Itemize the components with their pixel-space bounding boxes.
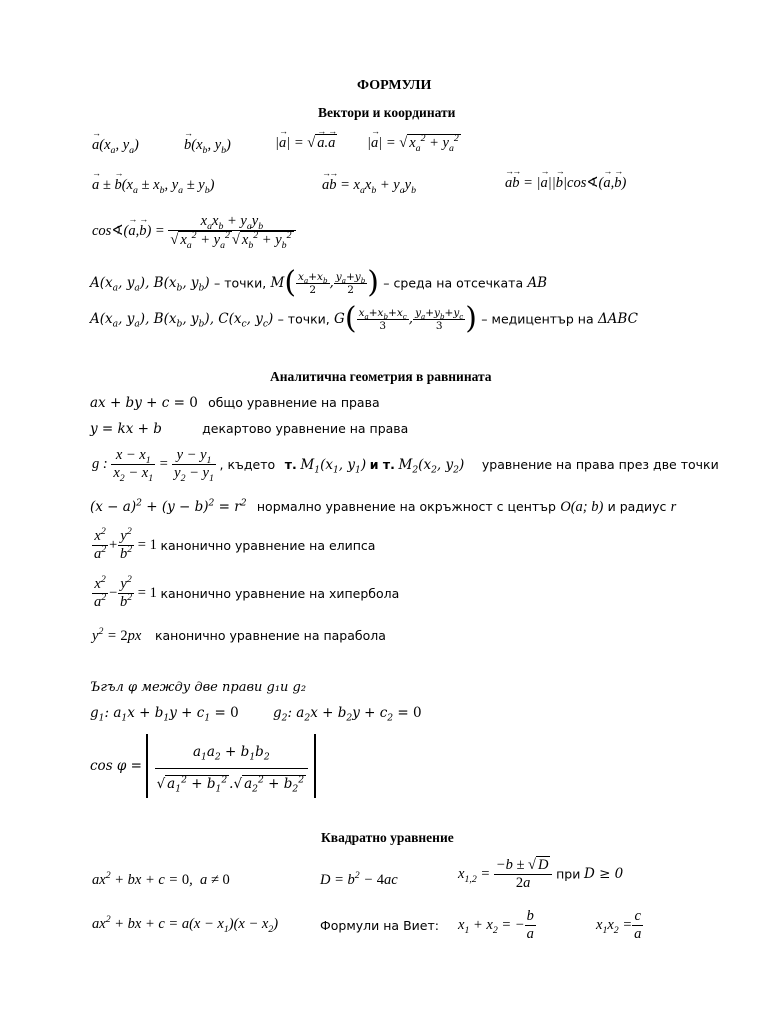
centroid-points-text: – точки, bbox=[277, 311, 330, 327]
formula-vector-b: → $b(x_b$, $y_b$) bbox=[184, 137, 231, 154]
formula-general-line: ax + by + c = 0 общо уравнение на права bbox=[90, 395, 380, 411]
circle-text: нормално уравнение на окръжност с център bbox=[256, 499, 556, 514]
parabola-text: канонично уравнение на парабола bbox=[154, 628, 386, 643]
midpoint-segment: AB bbox=[527, 275, 548, 291]
general-line-text: общо уравнение на права bbox=[208, 395, 380, 410]
formula-cos-phi: cos φ = $\frac{a_1a_2 + b_1b_2}{√ a_1^2 + b_1^2 .√ a_2^2 + b_2^2}$ bbox=[90, 734, 316, 798]
point-word: т. bbox=[284, 457, 297, 472]
page-title: ФОРМУЛИ bbox=[357, 78, 432, 93]
section-title-analytic: Аналитична геометрия в равнината bbox=[270, 369, 492, 384]
formula-vieta-product: $x_1x_2$ = $\frac{c}{a}$ bbox=[596, 908, 642, 942]
formula-parabola: $y^2 = 2px$ канонично уравнение на парабола bbox=[92, 626, 386, 644]
where-text: , където bbox=[219, 457, 276, 472]
formula-dot-product: → $a\to b = x_ax_b + y_ay_b$ bbox=[322, 177, 416, 194]
hyperbola-text: канонично уравнение на хипербола bbox=[160, 586, 400, 601]
section-title-vectors: Вектори и координати bbox=[318, 105, 456, 120]
two-point-line-text: уравнение на права през две точки bbox=[481, 457, 719, 472]
formula-dot-product-angle: → a→ b = |→ a||→ b|cos∢(→ a,→ b) bbox=[505, 175, 626, 192]
section-title-quadratic: Квадратно уравнение bbox=[321, 830, 454, 845]
formula-roots: $x_{1,2}$ = $\frac{-b \pm √ D}{2a}$ при D ≥ 0 bbox=[458, 857, 624, 891]
formula-factorization: $ax^2$ + bx + $c = a(x - x_1)(x - x_2)$ bbox=[92, 914, 279, 935]
formula-quadratic-eq: $ax^2$ + bx + c = 0, a ≠ 0 bbox=[92, 870, 230, 888]
formula-centroid: $A(x_a$, $y_a$), $B(x_b$, $y_b$), $C(x_c$, $y_c$) – точки, G( $\frac{x_a+x_b+x_c}{3}$ , $\frac{y_a+y_b+y_c}{3}$ ) – медицентър на ΔABC bbox=[90, 301, 638, 336]
vieta-label: Формули на Виет: bbox=[320, 918, 439, 933]
formula-lines-g1-g2: $g_1$: $a_1x + b_1y + c_1 = 0$ $g_2$: $a_2x + b_2y + c_2 = 0$ bbox=[90, 705, 422, 724]
circle-radius-text: и радиус bbox=[607, 499, 667, 514]
cartesian-line-text: декартово уравнение на права bbox=[202, 421, 409, 436]
centroid-text: – медицентър на bbox=[481, 311, 594, 327]
formula-cartesian-line: y = kx + b декартово уравнение на права bbox=[90, 421, 409, 437]
angle-between-lines-title: Ъгъл φ между две прави g₁и g₂ bbox=[90, 680, 307, 695]
formula-vector-length: |→ a| = √→ a.→ a bbox=[275, 134, 337, 152]
formula-hyperbola: $\frac{x^2}{a^2}$ − $\frac{y^2}{b^2}$ = 1 канонично уравнение на хипербола bbox=[94, 574, 400, 610]
formula-vector-length-coords: |→ a| = √ $x_a^2 + y_a^2$ bbox=[367, 134, 461, 152]
when-text: при bbox=[556, 866, 581, 882]
centroid-triangle: ΔABC bbox=[597, 311, 638, 327]
formula-midpoint: $A(x_a$, $y_a$), $B(x_b$, $y_b$) – точки, M( $\frac{x_a+x_b}{2}$ , $\frac{y_a+y_b}{2}$ ) – среда на отсечката AB bbox=[90, 265, 548, 300]
formula-vector-sum: → a ± → $b(x_a \pm x_b$, $y_a \pm y_b$) bbox=[92, 177, 215, 194]
formula-discriminant: $D = b^2 - 4ac$ bbox=[320, 870, 398, 888]
midpoint-text: – среда на отсечката bbox=[383, 275, 524, 291]
formula-two-point-line: g : $\frac{x - x_1}{x_2 - x_1}$ = $\frac{y - y_1}{y_2 - y_1}$ , където т. $M_1(x_1$, $y_1$) и т. $M_2(x_2$, $y_2$) уравнение на права през две точки bbox=[92, 447, 719, 484]
ellipse-text: канонично уравнение на елипса bbox=[160, 538, 376, 553]
discriminant-condition: D ≥ 0 bbox=[583, 866, 624, 882]
formula-vieta-sum: $x_1 + x_2$ = − $\frac{b}{a}$ bbox=[458, 908, 534, 942]
midpoint-points-text: – точки, bbox=[214, 275, 267, 291]
formula-ellipse: $\frac{x^2}{a^2}$ + $\frac{y^2}{b^2}$ = 1 канонично уравнение на елипса bbox=[94, 526, 376, 562]
formula-circle: $(x - a)^2 + (y - b)^2 = r^2$ нормално уравнение на окръжност с център O(a; b) и радиус r bbox=[90, 497, 677, 515]
formula-vector-a: → $a(x_a$, $y_a$) bbox=[92, 137, 139, 154]
formula-cos-angle: cos∢(→ a,→ b) = $\frac{x_ax_b + y_ay_b}{√ x_a^2 + y_a^2 √ x_b^2 + y_b^2}$ bbox=[92, 213, 296, 249]
and-word: и т. bbox=[369, 457, 395, 472]
